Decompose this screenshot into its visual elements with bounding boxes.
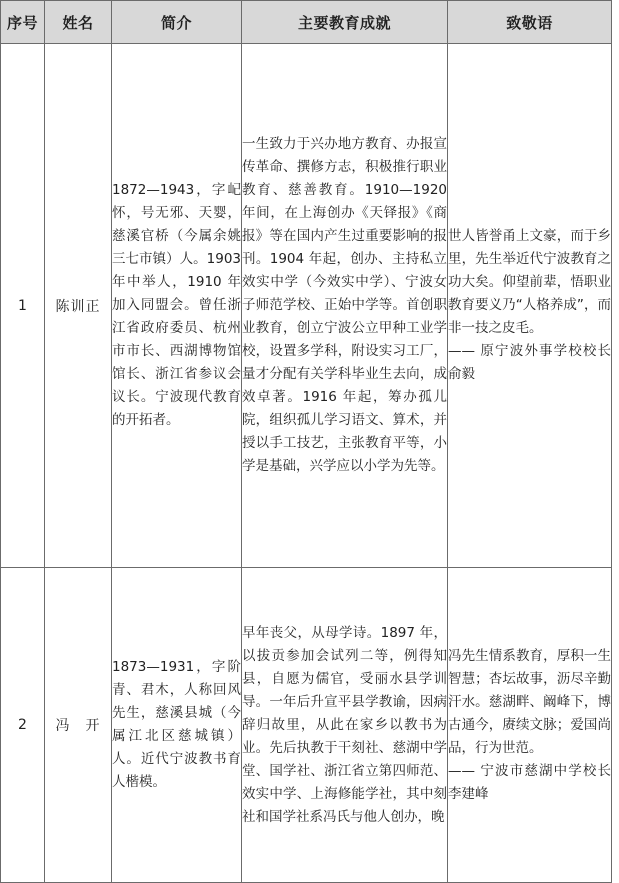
header-achievement: 主要教育成就 — [242, 1, 448, 44]
achievement-text: 早年丧父，从母学诗。1897 年，以拔贡参加会试列二等，例得知县，自愿为儒官，受丽水县学训导。一年后升宣平县学教谕，因病辞归故里，从此在家乡以教书为业。先后执教于干刻社、慈湖中学堂、国学社、浙江省立第四师范、效实中学、上海修能学社，其中刻社和国学社系冯氏与他人创办，晚 — [242, 624, 447, 825]
row-number: 2 — [1, 568, 45, 883]
table-header-row — [1, 1, 612, 44]
intro-text: 1872—1943，字屺怀，号无邪、天婴，慈溪官桥（今属余姚三七市镇）人。1903 年中举人，1910 年加入同盟会。曾任浙江省政府委员、杭州市市长、西湖博物馆馆长、浙江省参议会议长。宁波现代教育的开拓者。 — [112, 182, 241, 428]
table-row — [1, 568, 612, 883]
header-tribute: 致敬语 — [448, 1, 612, 44]
header-number: 序号 — [1, 1, 45, 44]
header-intro: 简介 — [112, 1, 242, 44]
person-name: 陈训正 — [45, 44, 112, 568]
intro-text: 1873—1931，字阶青、君木，人称回风先生，慈溪县城（今属江北区慈城镇）人。近代宁波教书育人楷模。 — [112, 659, 241, 790]
header-name: 姓名 — [45, 1, 112, 44]
person-achievement — [242, 44, 448, 568]
tribute-author: —— 宁波市慈湖中学校长李建峰 — [448, 762, 611, 802]
achievement-clip — [242, 622, 447, 829]
person-tribute — [448, 568, 612, 883]
person-intro — [112, 568, 242, 883]
tribute-text: 世人皆誉甬上文豪，而于乡里，先生举近代宁波教育之功大矣。仰望前辈，悟职业教育要义乃“人格养成”，而非一技之皮毛。 — [448, 228, 611, 336]
achievement-text: 一生致力于兴办地方教育、办报宣传革命、撰修方志，积极推行职业教育、慈善教育。1910—1920 年间，在上海创办《天铎报》《商报》等在国内产生过重要影响的报刊。1904 年起，创办、主持私立效实中学（今效实中学）、宁波女子师范学校、正始中学等。首创职业教育，创立宁波公立甲种工业学校，设置多学科，附设实习工厂，量才分配有关学科毕业生去向，成效卓著。1916 年起，筹办孤儿院，组织孤儿学习语文、算术，并授以手工技艺，主张教育平等，小学是基础，兴学应以小学为先等。 — [242, 136, 447, 474]
person-tribute — [448, 44, 612, 568]
row-number: 1 — [1, 44, 45, 568]
table-row — [1, 44, 612, 568]
tribute-text: 冯先生情系教育，厚积一生智慧；杏坛故事，沥尽辛勤汗水。慈湖畔、阚峰下，博古通今，赓续文脉；爱国尚品，行为世范。 — [448, 647, 611, 756]
person-name: 冯 开 — [45, 568, 112, 883]
person-intro — [112, 44, 242, 568]
tribute-author: —— 原宁波外事学校校长俞毅 — [448, 343, 611, 382]
person-achievement — [242, 568, 448, 883]
